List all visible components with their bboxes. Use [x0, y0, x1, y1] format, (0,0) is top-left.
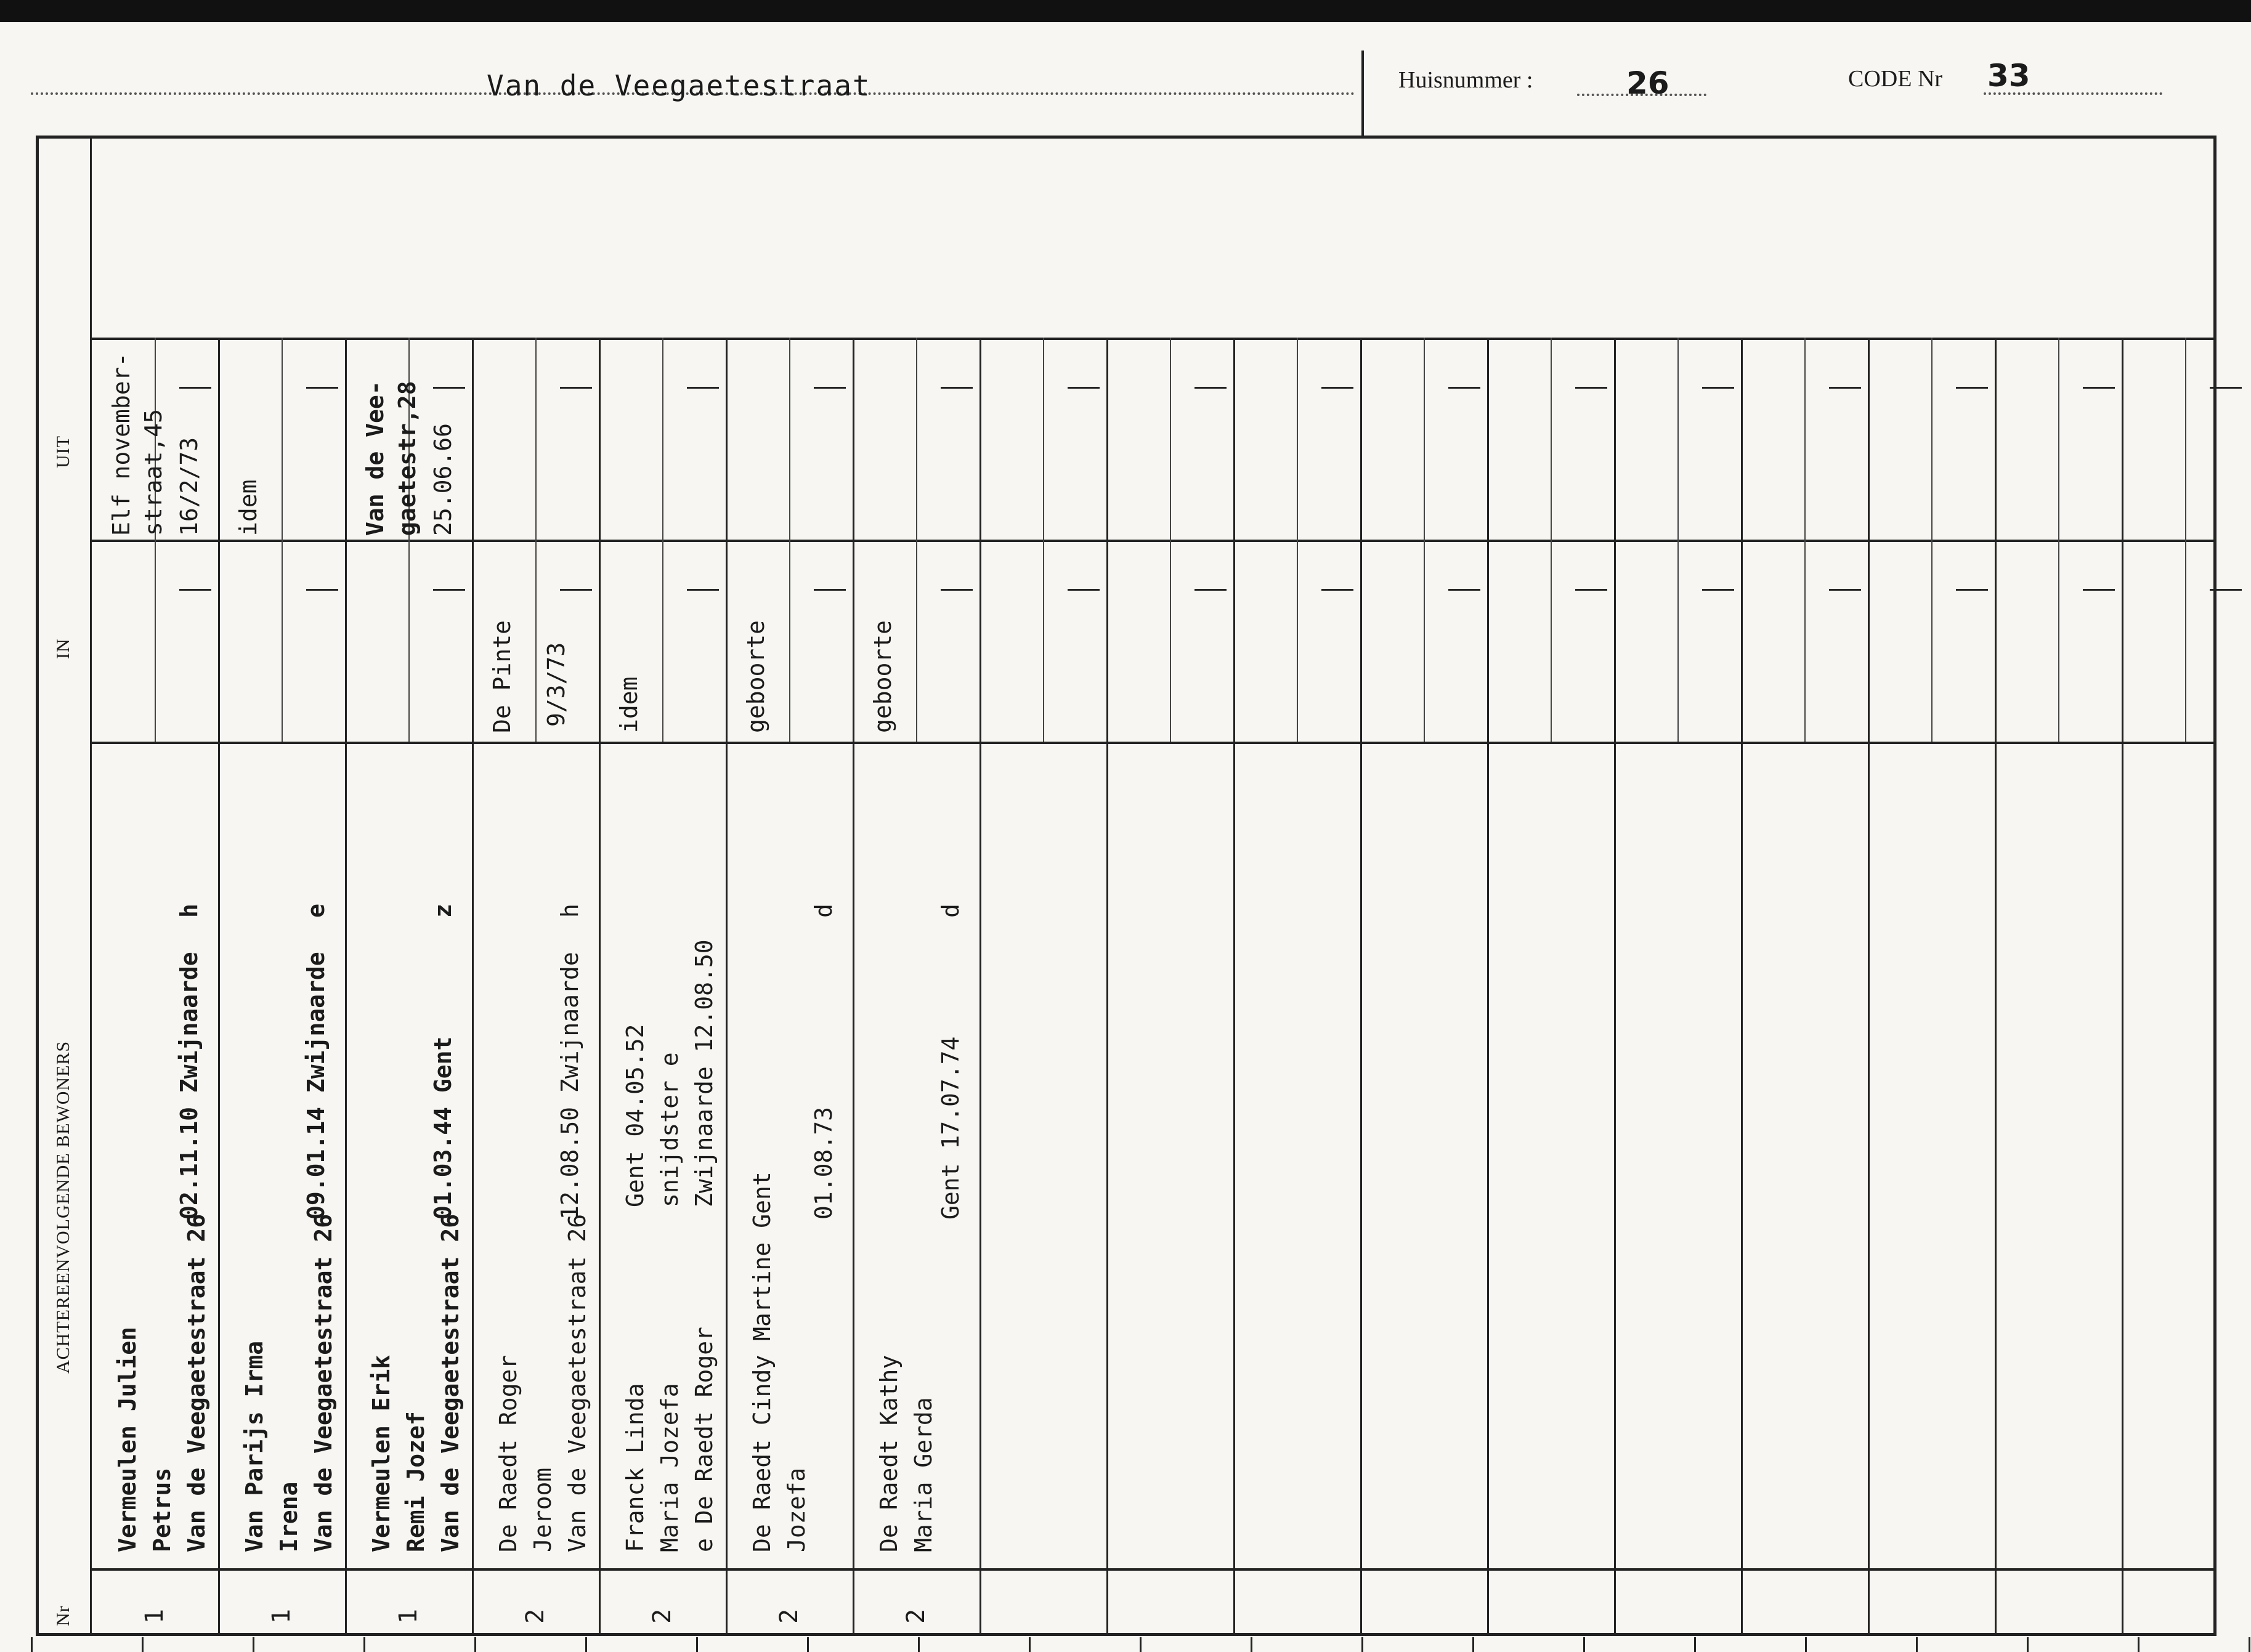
resident-name-line: Maria Jozefa [656, 1383, 683, 1552]
uit-top-line [91, 338, 2217, 340]
uit-place: Elf november- [108, 352, 135, 536]
subcolumn-divider [1043, 338, 1044, 742]
resident-name-line: Franck Linda [622, 1383, 649, 1552]
subcolumn-divider [155, 338, 156, 742]
uit-dash [2083, 387, 2115, 389]
uit-dash [306, 387, 338, 389]
column-divider [1741, 338, 1743, 1636]
uit-place-2: gaetestr,28 [394, 381, 421, 536]
resident-name-line: e De Raedt Roger [691, 1326, 718, 1552]
column-divider [1868, 338, 1870, 1636]
huisnummer-value: 26 [1626, 65, 1669, 101]
uit-dash [1956, 387, 1988, 389]
resident-sex: z [429, 904, 456, 918]
subcolumn-divider [1424, 338, 1425, 742]
resident-birth: 09.01.14 Zwijnaarde [302, 952, 330, 1220]
uit-dash [941, 387, 973, 389]
column-divider [1233, 338, 1235, 1636]
resident-nr: 2 [775, 1608, 803, 1624]
column-divider [979, 338, 981, 1636]
resident-name-line: Jozefa [783, 1467, 810, 1552]
uit-dash [1194, 387, 1227, 389]
resident-sex: h [556, 904, 583, 918]
uit-dash [2210, 387, 2242, 389]
subcolumn-divider [1931, 338, 1933, 742]
bottom-tick [807, 1637, 809, 1652]
in-dash [1956, 589, 1988, 591]
subcolumn-divider [916, 338, 917, 742]
uit-dash [1068, 387, 1100, 389]
resident-nr: 2 [521, 1608, 550, 1624]
column-divider [2122, 338, 2123, 1636]
resident-birth: 01.03.44 Gent [429, 1036, 456, 1220]
uit-dash [687, 387, 719, 389]
bottom-tick [1029, 1637, 1031, 1652]
bottom-tick [1583, 1637, 1585, 1652]
bewoners-nr-divider [91, 1568, 2217, 1571]
resident-sex: d [937, 904, 964, 918]
subcolumn-divider [1551, 338, 1552, 742]
resident-birth-line: Zwijnaarde 12.08.50 [691, 939, 718, 1207]
uit-place: idem [235, 479, 262, 536]
resident-name-line: De Raedt Kathy [875, 1354, 902, 1552]
resident-name-line: Vermeulen Erik [368, 1354, 395, 1552]
subcolumn-divider [282, 338, 283, 742]
resident-name-line: Vermeulen Julien [114, 1326, 141, 1552]
resident-nr: 1 [394, 1608, 423, 1624]
resident-sex: h [176, 904, 203, 918]
in-dash [1068, 589, 1100, 591]
in-dash [1448, 589, 1480, 591]
column-divider [1360, 338, 1362, 1636]
resident-birth: 02.11.10 Zwijnaarde [176, 952, 203, 1220]
uit-dash [1448, 387, 1480, 389]
in-dash [1321, 589, 1353, 591]
bottom-tick [2027, 1637, 2029, 1652]
column-divider [218, 338, 220, 1636]
bottom-tick [31, 1637, 33, 1652]
bottom-tick [474, 1637, 476, 1652]
in-dash [1702, 589, 1734, 591]
resident-birth-line: Gent 04.05.52 [622, 1024, 649, 1207]
label-nr: Nr [53, 1605, 73, 1626]
uit-in-divider [91, 540, 2217, 542]
in-dash [560, 589, 592, 591]
resident-birth: 12.08.50 Zwijnaarde [556, 952, 583, 1220]
label-column-divider [90, 136, 92, 1636]
resident-sex: d [810, 904, 837, 918]
resident-nr: 1 [140, 1608, 169, 1624]
in-dash [179, 589, 211, 591]
uit-place: Van de Vee- [362, 381, 389, 536]
label-uit: UIT [53, 435, 73, 468]
resident-sex: e [302, 904, 330, 918]
uit-date: 25.06.66 [429, 423, 456, 536]
bottom-tick [1140, 1637, 1142, 1652]
subcolumn-divider [1677, 338, 1679, 742]
in-dash [941, 589, 973, 591]
subcolumn-divider [1804, 338, 1806, 742]
bottom-tick [696, 1637, 698, 1652]
uit-dash [1321, 387, 1353, 389]
uit-dash [560, 387, 592, 389]
in-dash [433, 589, 465, 591]
column-divider [1487, 338, 1489, 1636]
resident-name-line: De Raedt Cindy Martine Gent [748, 1172, 776, 1552]
resident-birth: Gent 17.07.74 [937, 1036, 964, 1220]
in-dash [306, 589, 338, 591]
column-divider [1995, 338, 1997, 1636]
subcolumn-divider [2058, 338, 2059, 742]
resident-name-line: Jeroom [529, 1467, 556, 1552]
huisnummer-label: Huisnummer : [1398, 67, 1533, 93]
column-divider [599, 338, 601, 1636]
uit-dash [433, 387, 465, 389]
resident-nr: 2 [648, 1608, 676, 1624]
code-label: CODE Nr [1848, 66, 1943, 92]
uit-dash [1575, 387, 1607, 389]
top-black-border [0, 0, 2251, 22]
resident-name-line: Remi Jozef [402, 1411, 429, 1552]
bottom-tick [1251, 1637, 1252, 1652]
bottom-tick [1361, 1637, 1363, 1652]
resident-name-line: Van de Veegaetestraat 26 [183, 1213, 210, 1552]
in-dash [687, 589, 719, 591]
code-value: 33 [1987, 58, 2030, 94]
header-separator [1361, 51, 1364, 137]
column-divider [1614, 338, 1616, 1636]
resident-name-line: Van de Veegaetestraat 26 [437, 1213, 464, 1552]
bottom-tick [2138, 1637, 2139, 1652]
uit-dash [1702, 387, 1734, 389]
resident-name-line: Van de Veegaetestraat 26 [310, 1213, 337, 1552]
resident-name-line: Van Parijs Irma [241, 1340, 268, 1552]
resident-birth-line: snijdster e [656, 1052, 683, 1207]
in-place: De Pinte [489, 620, 516, 733]
subcolumn-divider [2185, 338, 2186, 742]
label-in: IN [53, 638, 73, 659]
in-place: idem [615, 676, 643, 733]
in-dash [814, 589, 846, 591]
subcolumn-divider [662, 338, 663, 742]
column-divider [853, 338, 854, 1636]
column-divider [345, 338, 347, 1636]
resident-name-line: Van de Veegaetestraat 26 [564, 1213, 591, 1552]
in-date: 9/3/73 [543, 642, 570, 727]
register-frame [36, 136, 2217, 1636]
uit-dash [179, 387, 211, 389]
bottom-tick [253, 1637, 254, 1652]
resident-name-line: Irena [275, 1481, 302, 1552]
in-dash [2210, 589, 2242, 591]
column-divider [472, 338, 474, 1636]
bottom-tick [918, 1637, 920, 1652]
resident-nr: 2 [902, 1608, 930, 1624]
column-divider [726, 338, 728, 1636]
subcolumn-divider [535, 338, 537, 742]
resident-birth: 01.08.73 [810, 1106, 837, 1220]
subcolumn-divider [1170, 338, 1171, 742]
street-name: Van de Veegaetestraat [487, 69, 871, 102]
in-dash [1829, 589, 1861, 591]
resident-name-line: Maria Gerda [910, 1397, 937, 1552]
subcolumn-divider [1297, 338, 1298, 742]
bottom-tick [1694, 1637, 1696, 1652]
bottom-tick [2249, 1637, 2250, 1652]
resident-name-line: Petrus [148, 1467, 176, 1552]
in-place: geboorte [742, 620, 769, 733]
subcolumn-divider [789, 338, 790, 742]
label-bewoners: ACHTEREENVOLGENDE BEWONERS [53, 1040, 73, 1374]
uit-dash [814, 387, 846, 389]
resident-name-line: De Raedt Roger [495, 1354, 522, 1552]
bottom-tick [1472, 1637, 1474, 1652]
in-dash [1194, 589, 1227, 591]
bottom-tick [1805, 1637, 1807, 1652]
in-dash [1575, 589, 1607, 591]
uit-date: 16/2/73 [176, 437, 203, 536]
bottom-tick [142, 1637, 144, 1652]
in-bewoners-divider [91, 742, 2217, 744]
column-divider [1106, 338, 1108, 1636]
in-place: geboorte [869, 620, 896, 733]
resident-nr: 1 [267, 1608, 296, 1624]
in-dash [2083, 589, 2115, 591]
bottom-tick [585, 1637, 587, 1652]
bottom-tick [363, 1637, 365, 1652]
bottom-tick [1916, 1637, 1918, 1652]
uit-dash [1829, 387, 1861, 389]
uit-place-2: straat,45 [140, 409, 167, 536]
